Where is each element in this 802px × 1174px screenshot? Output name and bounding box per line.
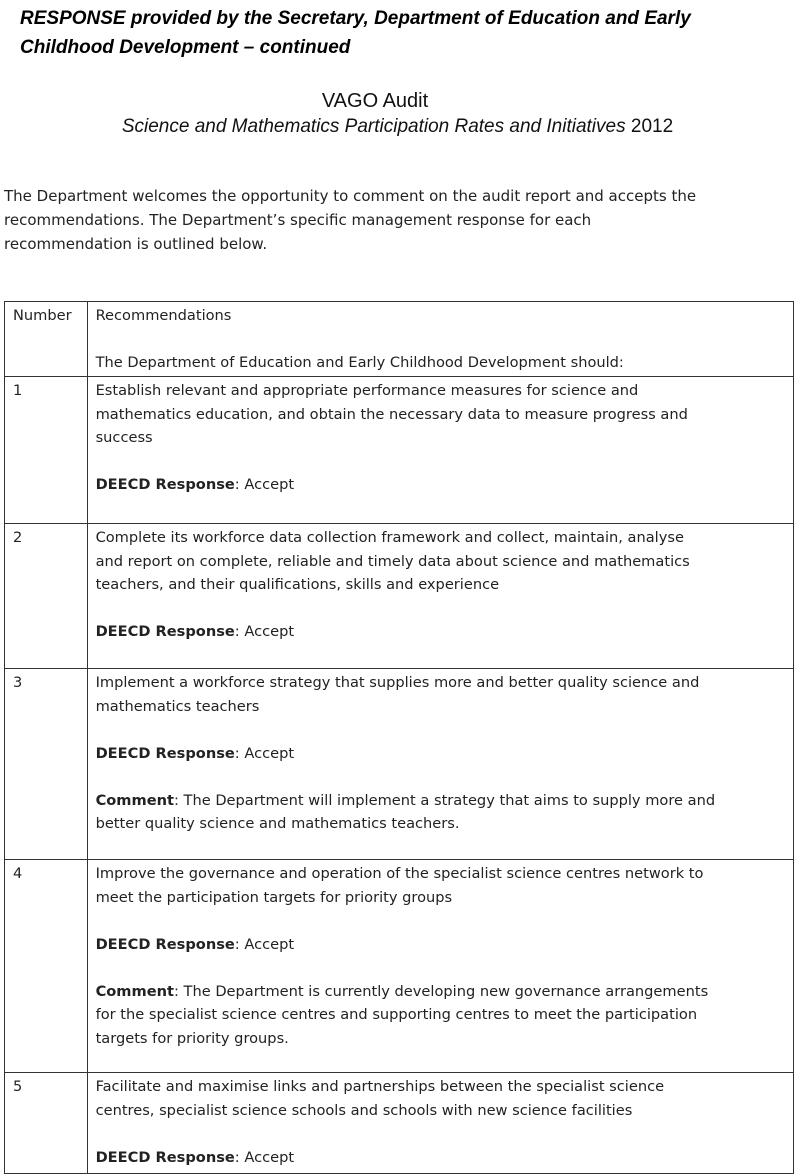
header-recommendations: Recommendations — [95, 307, 232, 324]
row-content — [87, 524, 793, 669]
row-number: 4 — [5, 860, 88, 1073]
title-line-2 — [45, 114, 750, 140]
comment-line — [96, 980, 785, 1004]
response-line — [96, 933, 785, 957]
response-line — [96, 620, 785, 644]
title-year: 2012 — [630, 116, 674, 137]
intro-line-2: recommendations. The Department’s specific management response for each — [4, 211, 592, 229]
table-row — [5, 524, 794, 669]
table-row — [5, 1073, 794, 1174]
recommendation-line: Implement a workforce strategy that supplies more and better quality science and — [95, 674, 700, 691]
row-number: 2 — [5, 524, 88, 669]
recommendation-line: Establish relevant and appropriate performance measures for science and — [95, 382, 639, 399]
response-value: : Accept — [234, 935, 295, 953]
row-content — [87, 860, 793, 1073]
recommendation-line: teachers, and their qualifications, skills and experience — [95, 576, 500, 593]
response-value: : Accept — [234, 476, 295, 493]
response-line — [96, 1146, 785, 1170]
row-content — [87, 1073, 793, 1174]
response-value: : Accept — [234, 744, 295, 762]
response-label: DEECD Response — [95, 476, 235, 493]
comment-line: better quality science and mathematics teachers. — [95, 815, 460, 832]
row-number: 5 — [5, 1073, 88, 1174]
comment-line: for the specialist science centres and supporting centres to meet the participation — [95, 1006, 698, 1023]
header-recommendations-cell — [87, 302, 793, 377]
intro-line-3: recommendation is outlined below. — [4, 235, 268, 253]
recommendation-line: mathematics education, and obtain the necessary data to measure progress and — [95, 405, 688, 423]
comment-label: Comment — [95, 982, 174, 1000]
response-value: : Accept — [234, 623, 295, 640]
table-row — [5, 377, 794, 524]
row-number: 3 — [5, 669, 88, 860]
header-number: Number — [5, 302, 88, 377]
recommendation-line: Improve the governance and operation of the specialist science centres network to — [95, 865, 704, 882]
response-label: DEECD Response — [95, 623, 235, 640]
recommendation-line: and report on complete, reliable and timely data about science and mathematics — [95, 552, 690, 570]
recommendation-line: mathematics teachers — [95, 697, 260, 715]
comment-text: : The Department is currently developing new governance arrangements — [173, 982, 709, 1000]
table-row — [5, 669, 794, 860]
row-number: 1 — [5, 377, 88, 524]
recommendations-table — [4, 301, 794, 1174]
table-header-row — [5, 302, 794, 377]
comment-label: Comment — [95, 791, 174, 809]
title-main: Science and Mathematics Participation Rates and Initiatives — [121, 116, 626, 137]
intro-line-1: The Department welcomes the opportunity to comment on the audit report and accepts the — [4, 187, 697, 205]
recommendation-line: Facilitate and maximise links and partnerships between the specialist science — [95, 1078, 665, 1095]
page-header-line-1: RESPONSE provided by the Secretary, Department of Education and Early — [20, 8, 691, 29]
row-content — [87, 669, 793, 860]
intro-paragraph — [4, 184, 744, 256]
row-content — [87, 377, 793, 524]
page-header — [20, 4, 780, 62]
recommendation-line: Complete its workforce data collection framework and collect, maintain, analyse — [95, 529, 684, 546]
title-line-1: VAGO Audit — [321, 90, 429, 112]
response-line — [96, 742, 785, 766]
recommendation-line: meet the participation targets for priority groups — [95, 888, 453, 906]
response-label: DEECD Response — [95, 935, 235, 953]
response-label: DEECD Response — [95, 1148, 235, 1166]
comment-line: targets for priority groups. — [95, 1029, 289, 1047]
recommendation-line: centres, specialist science schools and schools with new science facilities — [95, 1101, 633, 1119]
table-row — [5, 860, 794, 1073]
comment-line — [96, 789, 785, 813]
response-line — [96, 473, 785, 497]
document-title — [0, 88, 750, 140]
recommendation-line: success — [95, 429, 153, 446]
page-header-line-2: Childhood Development – continued — [20, 37, 351, 58]
header-lead-in: The Department of Education and Early Childhood Development should: — [95, 354, 624, 371]
response-label: DEECD Response — [95, 744, 235, 762]
comment-text: : The Department will implement a strategy that aims to supply more and — [173, 791, 716, 809]
response-value: : Accept — [234, 1148, 295, 1166]
